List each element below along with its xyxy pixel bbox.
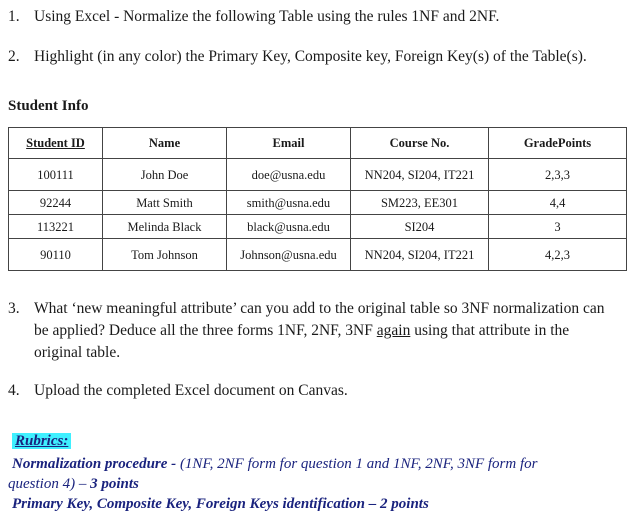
rubrics-line-3: [12, 494, 429, 514]
cell-student-id: 92244: [9, 191, 103, 215]
header-email: Email: [227, 128, 351, 159]
cell-student-id: 100111: [9, 159, 103, 191]
question-3-line-2: [34, 320, 569, 342]
cell-name: John Doe: [103, 159, 227, 191]
cell-name: Tom Johnson: [103, 239, 227, 271]
cell-name: Melinda Black: [103, 215, 227, 239]
rubrics-label: Rubrics:: [12, 433, 71, 449]
question-4-number: 4.: [8, 382, 20, 399]
rubrics-heading: [12, 432, 71, 450]
cell-email: black@usna.edu: [227, 215, 351, 239]
table-header-row: [9, 128, 627, 159]
rubric-normalization-points: 3 points: [90, 476, 139, 492]
header-gradepoints: GradePoints: [489, 128, 627, 159]
cell-gradepoints: 4,4: [489, 191, 627, 215]
cell-course-no: SI204: [351, 215, 489, 239]
rubric-normalization-detail: (1NF, 2NF form for question 1 and 1NF, 2NF, 3NF form for: [179, 456, 538, 472]
question-3-line-1: What ‘new meaningful attribute’ can you add to the original table so 3NF normalization can: [34, 300, 605, 317]
cell-gradepoints: 4,2,3: [489, 239, 627, 271]
table-title: Student Info: [8, 98, 89, 114]
cell-email: doe@usna.edu: [227, 159, 351, 191]
student-info-table: [8, 127, 627, 271]
cell-student-id: 90110: [9, 239, 103, 271]
cell-gradepoints: 3: [489, 215, 627, 239]
rubric-normalization-detail-cont: question 4) –: [8, 476, 91, 492]
table-row: [9, 191, 627, 215]
question-1-number: 1.: [8, 8, 20, 25]
cell-course-no: NN204, SI204, IT221: [351, 239, 489, 271]
again-underlined: again: [376, 322, 411, 339]
rubric-normalization-label: Normalization procedure -: [12, 456, 180, 472]
question-3-line-3: original table.: [34, 344, 121, 361]
cell-course-no: NN204, SI204, IT221: [351, 159, 489, 191]
header-student-id: Student ID: [9, 128, 103, 159]
cell-student-id: 113221: [9, 215, 103, 239]
question-4-text: Upload the completed Excel document on Canvas.: [34, 382, 348, 399]
table-row: [9, 215, 627, 239]
question-2-number: 2.: [8, 48, 20, 65]
question-4: [8, 380, 628, 402]
header-course-no: Course No.: [351, 128, 489, 159]
cell-gradepoints: 2,3,3: [489, 159, 627, 191]
rubrics-line-1: [12, 454, 537, 474]
table-row: [9, 239, 627, 271]
header-name: Name: [103, 128, 227, 159]
rubrics-line-2: [8, 474, 139, 494]
question-3-line-2-part-c: using that attribute in the: [410, 322, 570, 339]
question-3-number: 3.: [8, 300, 20, 317]
question-1: [8, 6, 628, 28]
cell-course-no: SM223, EE301: [351, 191, 489, 215]
cell-email: Johnson@usna.edu: [227, 239, 351, 271]
cell-email: smith@usna.edu: [227, 191, 351, 215]
question-3-line-2-part-a: be applied? Deduce all the three forms 1NF, 2NF, 3NF: [34, 322, 377, 339]
cell-name: Matt Smith: [103, 191, 227, 215]
question-3: [8, 298, 638, 364]
question-1-text: Using Excel - Normalize the following Table using the rules 1NF and 2NF.: [34, 8, 500, 25]
table-row: [9, 159, 627, 191]
question-2-text: Highlight (in any color) the Primary Key, Composite key, Foreign Key(s) of the Table(s).: [34, 48, 587, 65]
rubric-keys-identification: Primary Key, Composite Key, Foreign Keys identification – 2 points: [12, 496, 429, 512]
question-2: [8, 46, 636, 68]
